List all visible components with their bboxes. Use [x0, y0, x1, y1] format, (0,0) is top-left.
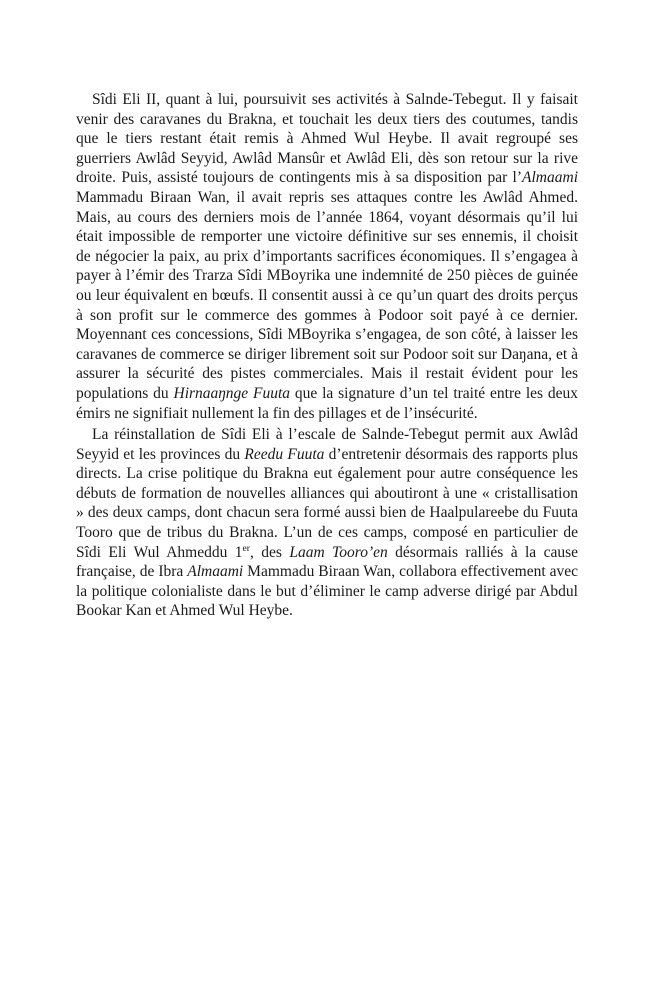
- italic-term-almaami: Almaami: [522, 169, 578, 187]
- text-segment: d’entretenir désormais des rapports plus directs. La crise politique du Brakna eut également pour autre conséquence les débuts de formation de nouvelles alliances qui aboutiront à une « cristallisation » des deux camps, dont chacun sera formé aussi bien de Haalpulareebe du Fuuta Tooro que de tribus du Brakna. L’un de ces camps, composé en particulier de Sîdi Eli Wul Ahmeddu 1: [76, 445, 578, 561]
- italic-term-laam-tooroen: Laam Tooro’en: [289, 543, 388, 561]
- paragraph-1: [76, 90, 578, 423]
- italic-term-hirnaange-fuuta: Hirnaaŋnge Fuuta: [173, 384, 291, 402]
- text-segment: Sîdi Eli II, quant à lui, poursuivit ses activités à Salnde-Tebegut. Il y faisait venir des caravanes du Brakna, et touchait les deux tiers des coutumes, tandis que le tiers restant était remis à Ahmed Wul Heybe. Il avait regroupé ses guerriers Awlâd Seyyid, Awlâd Mansûr et Awlâd Eli, dès son retour sur la rive droite. Puis, assisté toujours de contingents mis à sa disposition par l’: [76, 91, 578, 187]
- paragraph-2: [76, 425, 578, 621]
- italic-term-almaami: Almaami: [187, 563, 244, 581]
- text-segment: que la signature d’un tel traité entre les deux émirs ne signifiait nullement la fin des pillages et de l’insécurité.: [76, 384, 579, 422]
- italic-term-reedu-fuuta: Reedu Fuuta: [244, 445, 325, 463]
- text-segment: La réinstallation de Sîdi Eli à l’escale de Salnde-Tebegut permit aux Awlâd Seyyid et les provinces du: [76, 426, 578, 463]
- superscript-er: er: [242, 542, 250, 554]
- text-segment: Mammadu Biraan Wan, collabora effectivement avec la politique colonialiste dans le but d’éliminer le camp adverse dirigé par Abdul Bookar Kan et Ahmed Wul Heybe.: [76, 563, 578, 620]
- body-text: [76, 90, 578, 621]
- text-segment: Mammadu Biraan Wan, il avait repris ses attaques contre les Awlâd Ahmed. Mais, au cours des derniers mois de l’année 1864, voyant désormais qu’il lui était impossible de remporter une victoire définitive sur ses ennemis, il choisit de négocier la paix, au prix d’importants sacrifices économiques. Il s’engagea à payer à l’émir des Trarza Sîdi MBoyrika une indemnité de 250 pièces de guinée ou leur équivalent en bœufs. Il consentit aussi à ce qu’un quart des droits perçus à son profit sur le commerce des gommes à Podoor soit payé à ce dernier. Moyennant ces concessions, Sîdi MBoyrika s’engagea, de son côté, à laisser les caravanes de commerce se diriger librement soit sur Podoor soit sur Daŋana, et à assurer la sécurité des pistes commerciales. Mais il restait évident pour les populations du: [76, 188, 578, 402]
- text-segment: , des: [249, 543, 290, 561]
- text-segment: désormais ralliés à la cause française, de Ibra: [76, 543, 578, 581]
